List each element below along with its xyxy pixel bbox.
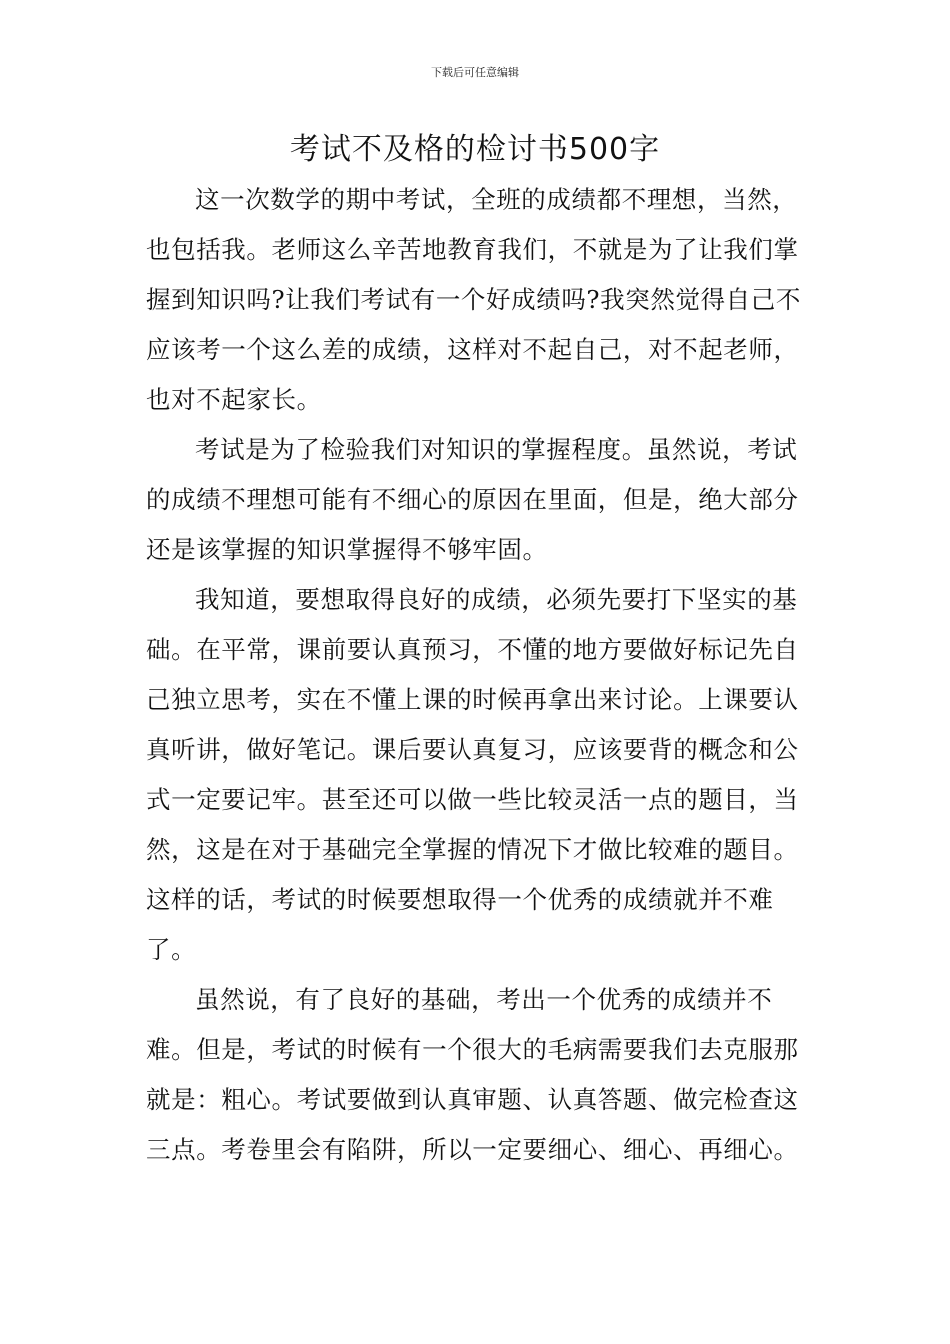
header-note: 下载后可任意编辑 xyxy=(431,66,519,79)
document-body xyxy=(146,175,814,1175)
paragraph-4: 虽然说，有了良好的基础，考出一个优秀的成绩并不难。但是，考试的时候有一个很大的毛病需要我们去克服那就是：粗心。考试要做到认真审题、认真答题、做完检查这三点。考卷里会有陷阱，所以一定要细心、细心、再细心。 xyxy=(146,985,799,1164)
paragraph-2: 考试是为了检验我们对知识的掌握程度。虽然说，考试的成绩不理想可能有不细心的原因在里面，但是，绝大部分还是该掌握的知识掌握得不够牢固。 xyxy=(146,435,799,564)
document-title: 考试不及格的检讨书500字 xyxy=(289,132,661,167)
paragraph-3: 我知道，要想取得良好的成绩，必须先要打下坚实的基础。在平常，课前要认真预习，不懂的地方要做好标记先自己独立思考，实在不懂上课的时候再拿出来讨论。上课要认真听讲，做好笔记。课后要认真复习，应该要背的概念和公式一定要记牢。甚至还可以做一些比较灵活一点的题目，当然，这是在对于基础完全掌握的情况下才做比较难的题目。这样的话，考试的时候要想取得一个优秀的成绩就并不难了。 xyxy=(146,585,799,964)
paragraph-1: 这一次数学的期中考试，全班的成绩都不理想，当然，也包括我。老师这么辛苦地教育我们，不就是为了让我们掌握到知识吗?让我们考试有一个好成绩吗?我突然觉得自己不应该考一个这么差的成绩，这样对不起自己，对不起老师，也对不起家长。 xyxy=(146,185,801,414)
